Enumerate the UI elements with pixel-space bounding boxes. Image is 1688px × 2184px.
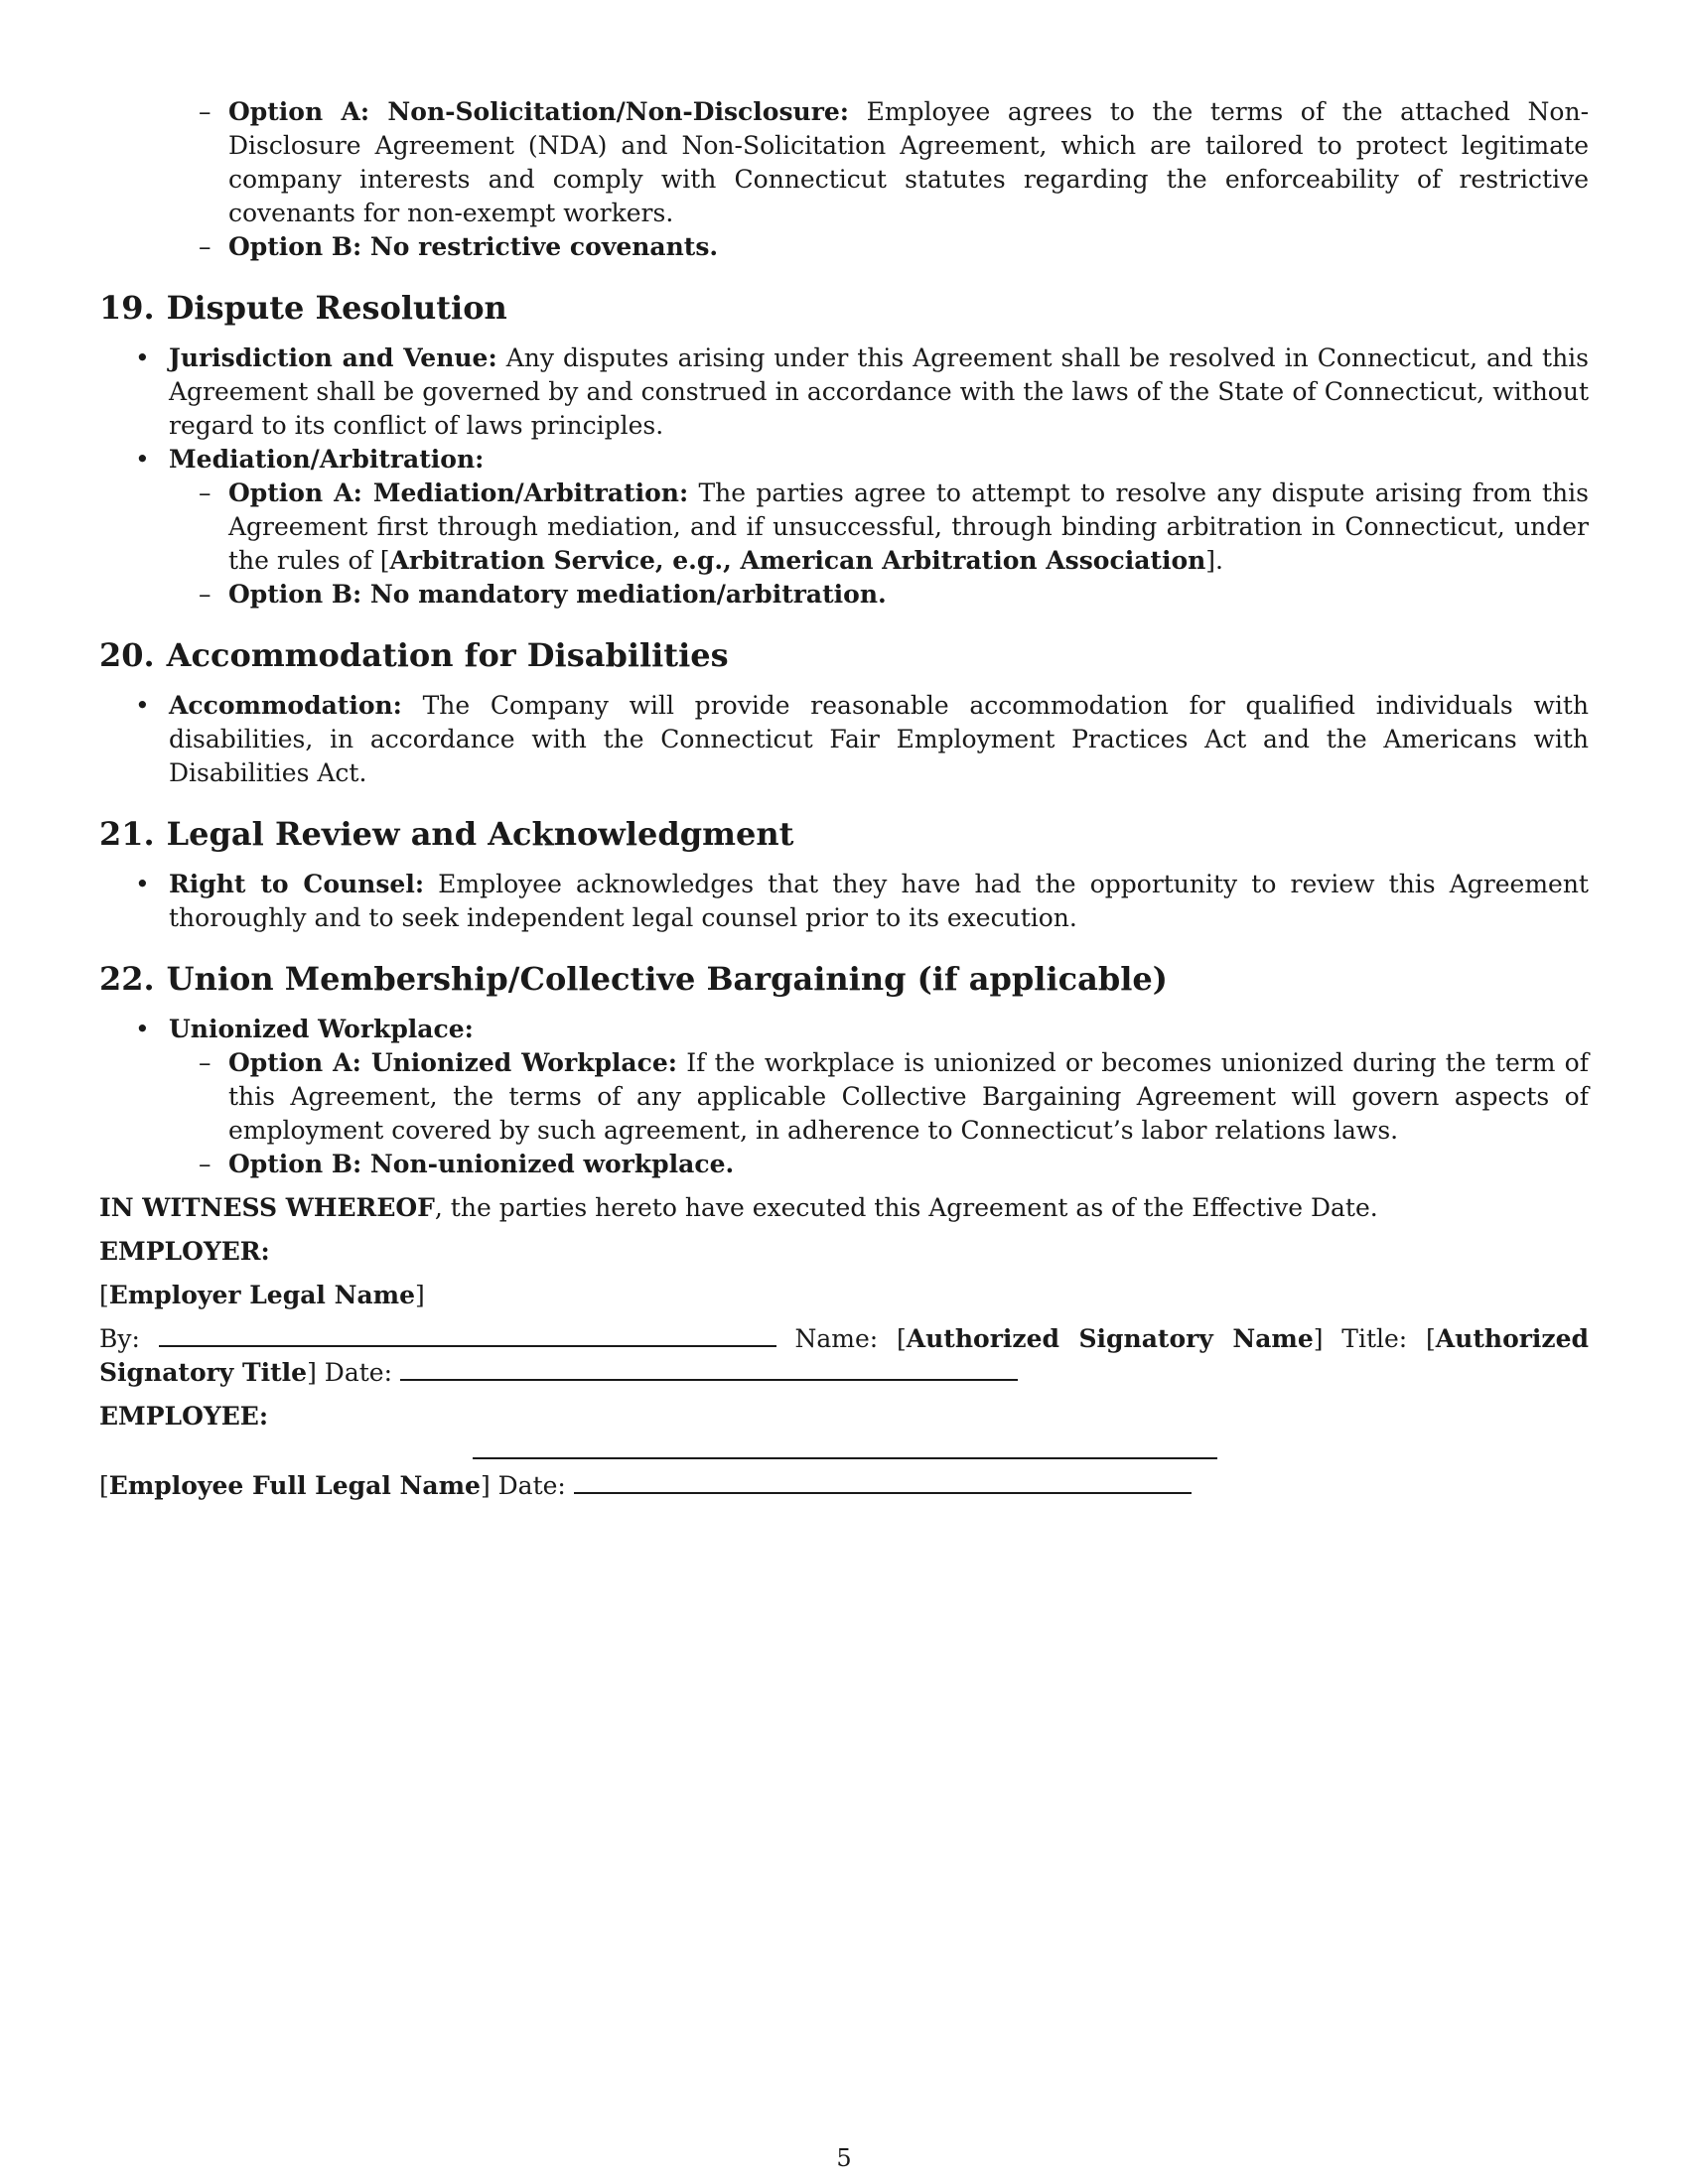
option-label: Option A: Mediation/Arbitration: (228, 478, 689, 507)
section-heading-19 (99, 288, 1589, 328)
list-item (99, 578, 1589, 612)
title-label: Title: (1341, 1324, 1408, 1353)
bullet-marker: • (135, 691, 150, 720)
list-item (99, 1148, 1589, 1181)
option-label: Option B: No mandatory mediation/arbitration. (228, 580, 887, 609)
dash-marker: – (199, 478, 211, 507)
section-number: 22. (99, 960, 155, 998)
section-number: 19. (99, 289, 155, 327)
section-title: Union Membership/Collective Bargaining (if applicable) (166, 960, 1168, 998)
section-21-list (99, 868, 1589, 935)
option-label: Option A: Non-Solicitation/Non-Disclosure: (228, 97, 850, 126)
list-item (99, 689, 1589, 790)
witness-paragraph (99, 1191, 1589, 1225)
item-label: Mediation/Arbitration: (169, 445, 485, 474)
option-label: Option B: Non-unionized workplace. (228, 1150, 735, 1178)
section-number: 20. (99, 636, 155, 674)
date-label: Date: (324, 1358, 393, 1387)
section-title: Legal Review and Acknowledgment (166, 815, 794, 853)
dash-marker: – (199, 97, 211, 126)
section-20-list (99, 689, 1589, 790)
date-label: Date: (497, 1471, 566, 1500)
list-item (99, 443, 1589, 477)
page-number: 5 (836, 2144, 852, 2172)
dash-marker: – (199, 1150, 211, 1178)
signatory-title: Authorized Signatory Title (99, 1324, 1589, 1387)
witness-bold: IN WITNESS WHEREOF (99, 1193, 435, 1222)
list-item (99, 1046, 1589, 1148)
bullet-marker: • (135, 1015, 150, 1043)
employer-heading: EMPLOYER: (99, 1237, 270, 1266)
section-title: Dispute Resolution (166, 289, 507, 327)
section-heading-21 (99, 814, 1589, 854)
item-text: The Company will provide reasonable accommodation for qualified individuals with disabilities, in accordance with the Connecticut Fair Employment Practices Act and the Americans with Disabilities Act. (169, 691, 1589, 787)
item-text: Any disputes arising under this Agreement shall be resolved in Connecticut, and this Agreement shall be governed by and construed in accordance with the laws of the State of Connecticut, without regard to its conflict of laws principles. (169, 343, 1589, 440)
section-heading-22 (99, 959, 1589, 999)
by-label: By: (99, 1324, 140, 1353)
section-title: Accommodation for Disabilities (166, 636, 729, 674)
dash-marker: – (199, 232, 211, 261)
placeholder-text: Arbitration Service, e.g., American Arbitration Association (389, 546, 1206, 575)
employer-signature-line[interactable] (159, 1323, 776, 1347)
bullet-marker: • (135, 343, 150, 372)
list-item (99, 1013, 1589, 1046)
employee-heading: EMPLOYEE: (99, 1402, 269, 1431)
list-item (99, 230, 1589, 264)
item-label: Unionized Workplace: (169, 1015, 474, 1043)
list-item (99, 868, 1589, 935)
bullet-marker: • (135, 445, 150, 474)
list-item (99, 477, 1589, 578)
employer-signature-block: By: Name: [Authorized Signatory Name] Title: [Authorized Signatory Title] Date: (99, 1324, 1589, 1387)
bullet-marker: • (135, 870, 150, 898)
item-label: Jurisdiction and Venue: (169, 343, 497, 372)
option-text: The parties agree to attempt to resolve any dispute arising from this Agreement first through mediation, and if unsuccessful, through binding arbitration in Connecticut, under the rules of [ (228, 478, 1589, 575)
employee-name: Employee Full Legal Name (108, 1471, 481, 1500)
option-label: Option B: No restrictive covenants. (228, 232, 719, 261)
witness-text: , the parties hereto have executed this Agreement as of the Effective Date. (434, 1193, 1378, 1222)
item-label: Accommodation: (169, 691, 402, 720)
option-text-end: ]. (1205, 546, 1223, 575)
dash-marker: – (199, 580, 211, 609)
section-heading-20 (99, 635, 1589, 675)
employee-date-line[interactable] (574, 1470, 1192, 1494)
employer-date-line[interactable] (400, 1357, 1018, 1381)
employer-name-line: [Employer Legal Name] (99, 1281, 425, 1309)
option-text: If the workplace is unionized or becomes unionized during the term of this Agreement, the terms of any applicable Collective Bargaining Agreement will govern aspects of employment covered by such agreement, in adherence to Connecticut’s labor relations laws. (228, 1048, 1589, 1145)
list-item (99, 95, 1589, 230)
list-item (99, 341, 1589, 443)
section-22-list (99, 1013, 1589, 1181)
name-label: Name: (794, 1324, 879, 1353)
option-text: Employee agrees to the terms of the attached Non-Disclosure Agreement (NDA) and Non-Solicitation Agreement, which are tailored to protect legitimate company interests and comply with Connecticut statutes regarding the enforceability of restrictive covenants for non-exempt workers. (228, 97, 1590, 227)
signatory-name: Authorized Signatory Name (906, 1324, 1314, 1353)
item-text: Employee acknowledges that they have had the opportunity to review this Agreement thoroughly and to seek independent legal counsel prior to its execution. (169, 870, 1589, 932)
employee-signature-block: [Employee Full Legal Name] Date: (99, 1469, 1589, 1503)
section-18-options (99, 95, 1589, 264)
dash-marker: – (199, 1048, 211, 1077)
section-number: 21. (99, 815, 155, 853)
employer-name: Employer Legal Name (108, 1281, 416, 1309)
section-19-list (99, 341, 1589, 612)
item-label: Right to Counsel: (169, 870, 425, 898)
employee-signature-line[interactable] (473, 1455, 1217, 1459)
option-label: Option A: Unionized Workplace: (228, 1048, 677, 1077)
document-page (99, 95, 1589, 1503)
